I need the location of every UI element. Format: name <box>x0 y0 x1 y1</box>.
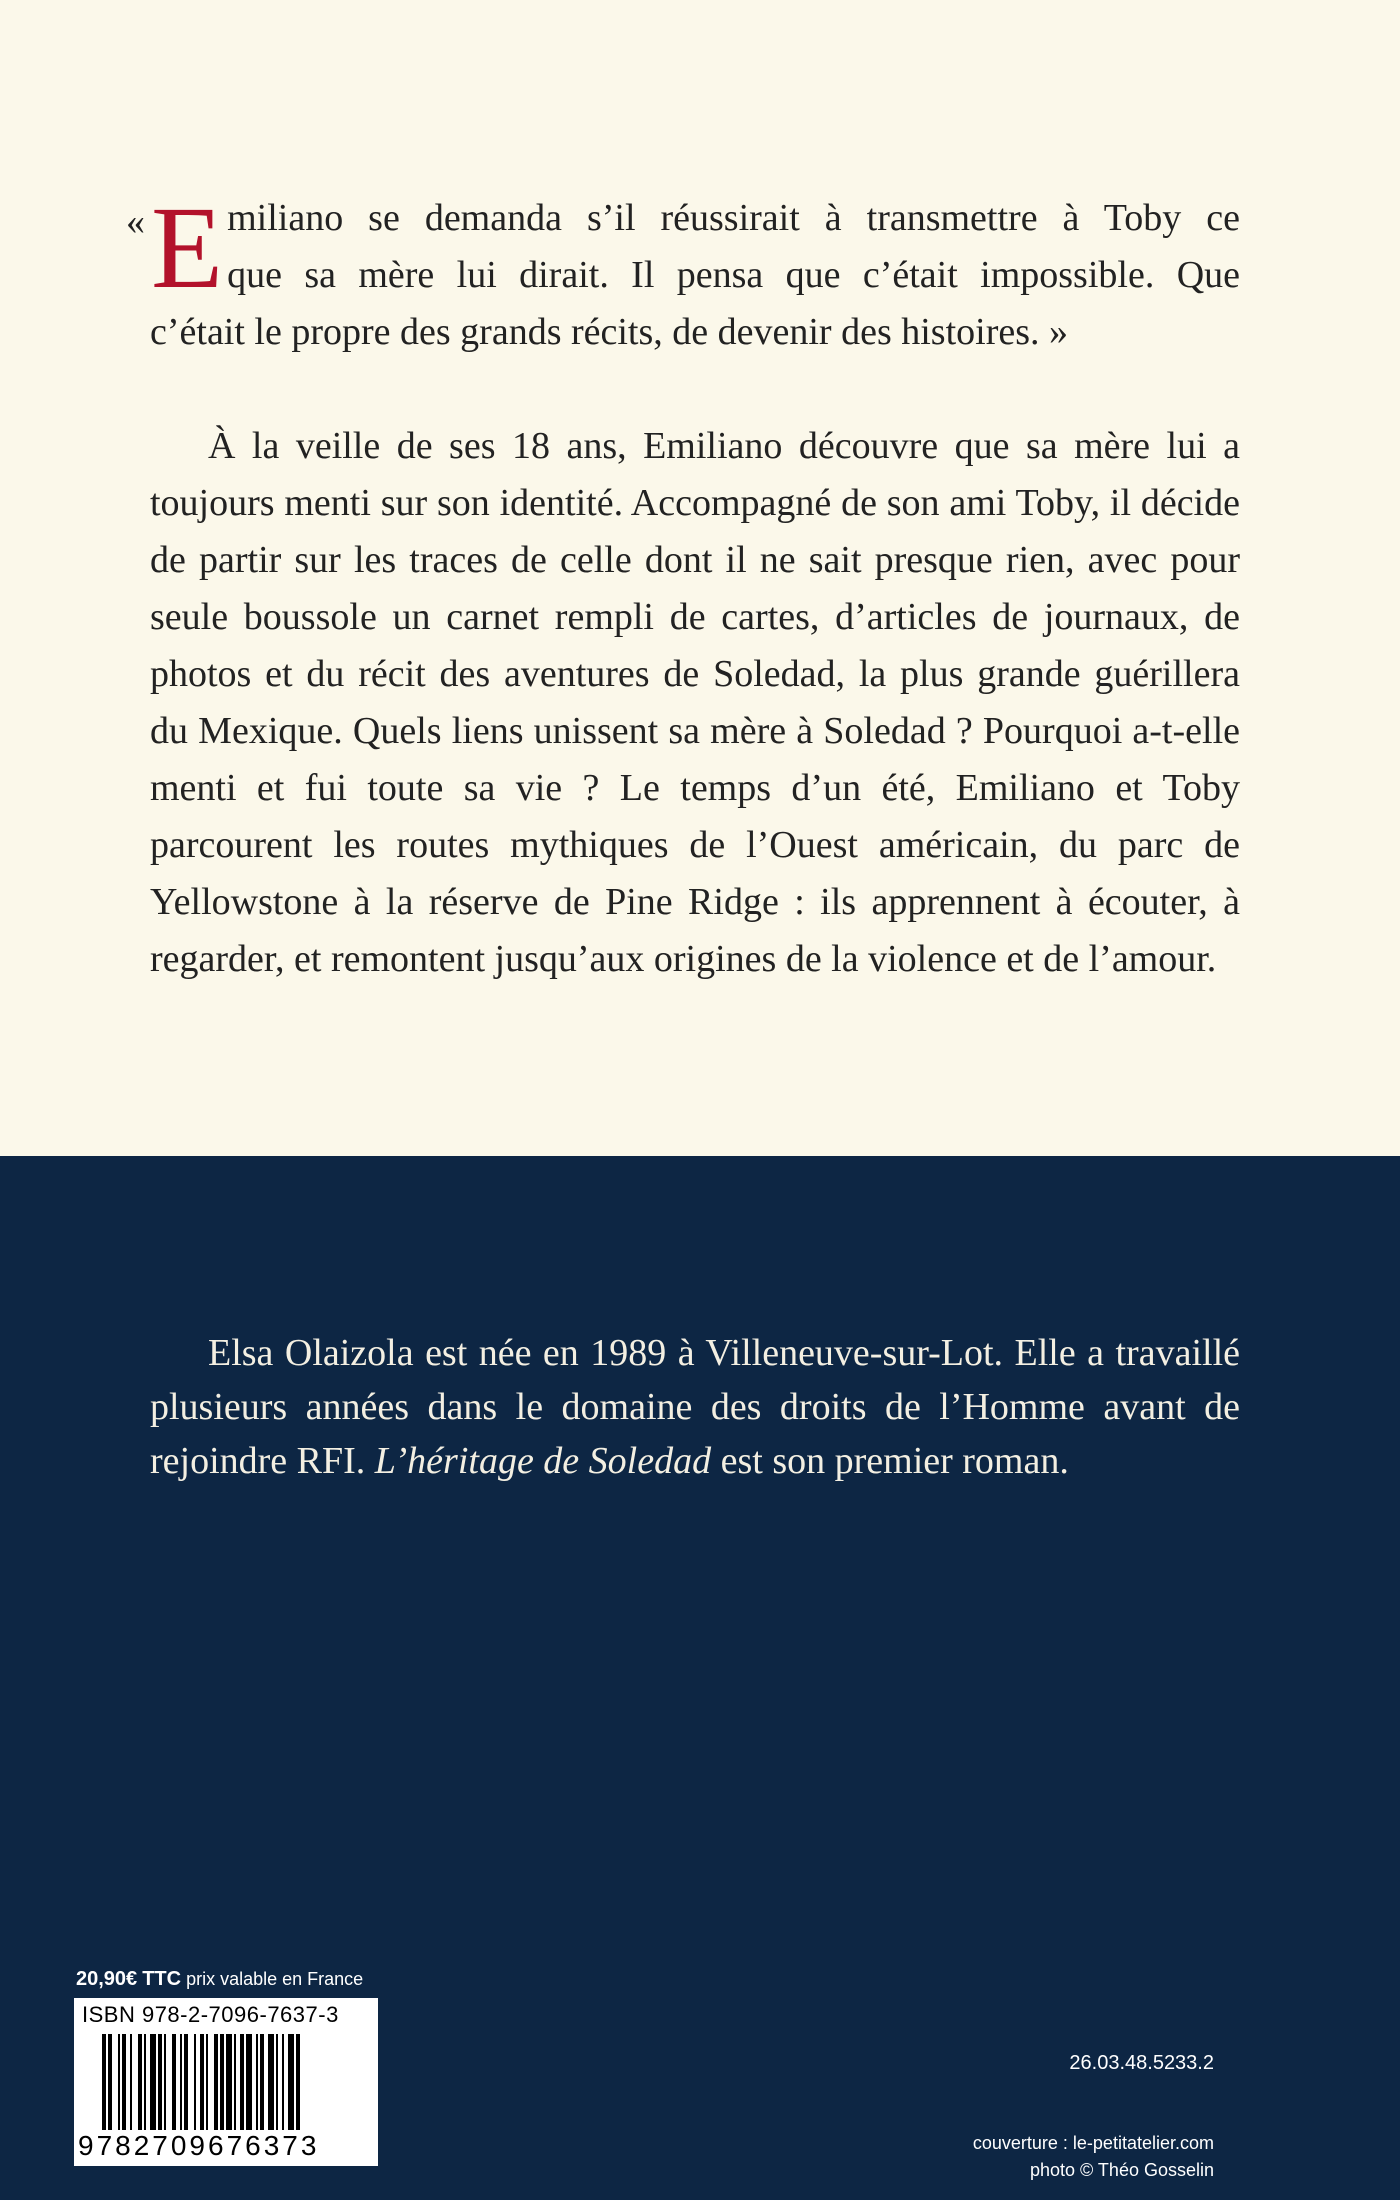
barcode-bar <box>240 2034 244 2130</box>
barcode-bar <box>260 2034 264 2130</box>
barcode-bar <box>288 2034 294 2130</box>
barcode-bar <box>144 2034 146 2130</box>
barcode-bar <box>102 2034 106 2130</box>
photo-credit: photo © Théo Gosselin <box>1029 2160 1214 2180</box>
barcode-bar <box>158 2034 162 2130</box>
barcode-bar <box>220 2034 224 2130</box>
barcode-bar <box>184 2034 188 2130</box>
bio-text-after: est son premier roman. <box>711 1440 1069 1482</box>
barcode-bar <box>234 2034 236 2130</box>
synopsis-text: À la veille de ses 18 ans, Emiliano découvre que sa mère lui a toujours menti sur son identité. Accompagné de son ami Toby, il décide de partir sur les traces de celle dont il ne sait presque rien, avec pour seule boussole un carnet rempli de cartes, d’articles de journaux, de photos et du récit des aventures de Soledad, la plus grande guérillera du Mexique. Quels liens unissent sa mère à Soledad ? Pourquoi a-t-elle menti et fui toute sa vie ? Le temps d’un été, Emiliano et Toby parcourent les routes mythiques de l’Ouest américain, du parc de Yellowstone à la réserve de Pine Ridge : ils apprennent à écouter, à regarder, et remontent jusqu’aux origines de la violence et de l’amour. <box>150 425 1240 980</box>
quote-open-mark: « <box>126 201 145 243</box>
barcode-bar <box>150 2034 156 2130</box>
price-line <box>76 1968 376 1991</box>
barcode-bar <box>180 2034 182 2130</box>
publisher-code: 26.03.48.5233.2 <box>1069 2052 1214 2074</box>
quote-line-3: c’était le propre des grands récits, de devenir des histoires. » <box>150 311 1069 353</box>
barcode-bar <box>256 2034 258 2130</box>
barcode-bars <box>102 2034 372 2144</box>
barcode-bar <box>246 2034 252 2130</box>
bio-text-before: Elsa Olaizola est née en 1989 à Villeneuve-sur-Lot. Elle a travaillé plusieurs années dans le domaine des droits de l’Homme avant de rejoindre RFI. <box>150 1332 1240 1482</box>
author-bio-text <box>150 1326 1240 1488</box>
author-bio <box>150 1326 1240 1488</box>
barcode-bar <box>296 2034 300 2130</box>
price-tax: TTC <box>142 1968 182 1990</box>
barcode <box>74 1998 378 2166</box>
barcode-bar <box>108 2034 112 2130</box>
barcode-bar <box>130 2034 132 2130</box>
cover-credit: couverture : le-petitatelier.com <box>972 2133 1214 2153</box>
price-note: prix valable en France <box>186 1969 364 1989</box>
barcode-bar <box>276 2034 278 2130</box>
quote-line-2: que sa mère lui dirait. Il pensa que c’était impossible. Que <box>227 254 1240 296</box>
barcode-bar <box>138 2034 142 2130</box>
barcode-bar <box>268 2034 274 2130</box>
barcode-bar <box>118 2034 120 2130</box>
opening-quote <box>126 182 1240 361</box>
barcode-bar <box>164 2034 166 2130</box>
credits <box>973 2130 1214 2184</box>
barcode-bar <box>172 2034 176 2130</box>
price-amount: 20,90€ <box>76 1968 138 1990</box>
barcode-bar <box>194 2034 196 2130</box>
quote-line-1: miliano se demanda s’il réussirait à transmettre à Toby ce <box>227 197 1240 239</box>
barcode-bar <box>200 2034 204 2130</box>
barcode-bar <box>206 2034 208 2130</box>
barcode-bar <box>214 2034 218 2130</box>
barcode-digits: 9782709676373 <box>78 2130 320 2161</box>
barcode-bar <box>226 2034 232 2130</box>
drop-cap: E <box>151 182 224 313</box>
book-title: L’héritage de Soledad <box>374 1440 712 1482</box>
synopsis-block <box>150 418 1240 988</box>
barcode-bar <box>282 2034 284 2130</box>
isbn-label: ISBN 978-2-7096-7637-3 <box>82 2002 339 2027</box>
barcode-bar <box>122 2034 126 2130</box>
